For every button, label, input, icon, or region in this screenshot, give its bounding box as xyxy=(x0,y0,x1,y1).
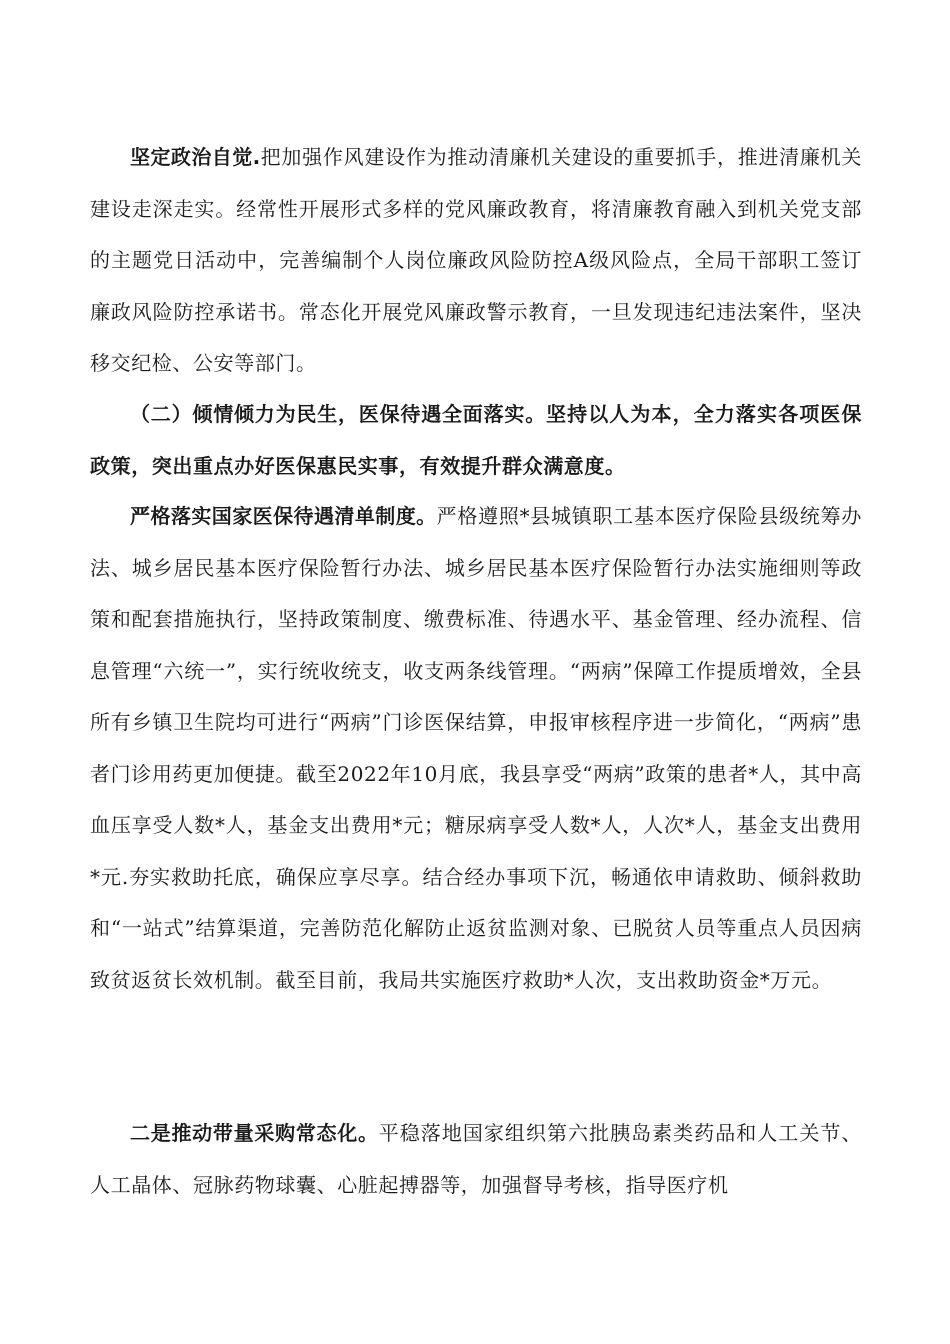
paragraph-insurance-checklist xyxy=(90,491,862,1006)
paragraph-body: 平稳落地国家组织第六批胰岛素类药品和人工关节、人工晶体、冠脉药物球囊、心脏起搏器等，加强督导考核，指导医疗机 xyxy=(90,1121,862,1197)
paragraph-lead: 二是推动带量采购常态化。 xyxy=(130,1121,379,1145)
paragraph-lead: 严格落实国家医保待遇清单制度。 xyxy=(130,504,437,528)
paragraph-volume-procurement xyxy=(90,1108,862,1211)
paragraph-section-two-heading xyxy=(90,389,862,492)
section-heading: （二）倾情倾力为民生，医保待遇全面落实。 xyxy=(130,402,546,426)
paragraph-body: 坚持以人为本，全力落实各项医保政策，突出重点办好医保惠民实事，有效提升群众满意度。 xyxy=(90,402,862,478)
paragraph-political-consciousness xyxy=(90,132,862,390)
paragraph-body: 把加强作风建设作为推动清廉机关建设的重要抓手，推进清廉机关建设走深走实。经常性开展形式多样的党风廉政教育，将清廉教育融入到机关党支部的主题党日活动中，完善编制个人岗位廉政风险防控A级风险点，全局干部职工签订廉政风险防控承诺书。常态化开展党风廉政警示教育，一旦发现违纪违法案件，坚决移交纪检、公安等部门。 xyxy=(90,145,862,375)
paragraph-body: 严格遵照*县城镇职工基本医疗保险县级统筹办法、城乡居民基本医疗保险暂行办法、城乡居民基本医疗保险暂行办法实施细则等政策和配套措施执行，坚持政策制度、缴费标准、待遇水平、基金管理、经办流程、信息管理“六统一”，实行统收统支，收支两条线管理。“两病”保障工作提质增效，全县所有乡镇卫生院均可进行“两病”门诊医保结算，申报审核程序进一步简化，“两病”患者门诊用药更加便捷。截至2022年10月底，我县享受“两病”政策的患者*人，其中高血压享受人数*人，基金支出费用*元；糖尿病享受人数*人，人次*人，基金支出费用*元.夯实救助托底，确保应享尽享。结合经办事项下沉，畅通依申请救助、倾斜救助和“一站式”结算渠道，完善防范化解防止返贫监测对象、已脱贫人员等重点人员因病致贫返贫长效机制。截至目前，我局共实施医疗救助*人次，支出救助资金*万元。 xyxy=(90,504,863,992)
paragraph-lead: 坚定政治自觉. xyxy=(130,145,261,169)
